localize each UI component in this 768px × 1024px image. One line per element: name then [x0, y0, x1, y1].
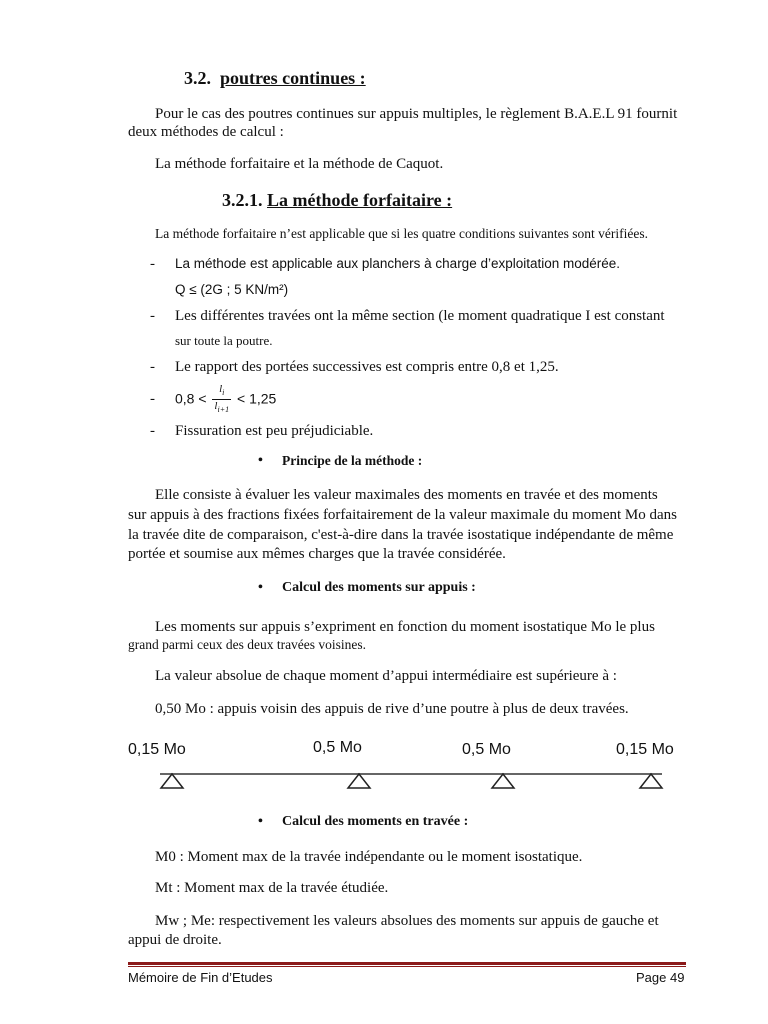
support-icon — [492, 774, 514, 788]
section-title: poutres continues : — [220, 68, 366, 88]
page-number: Page 49 — [636, 970, 685, 985]
condition-3: Le rapport des portées successives est compris entre 0,8 et 1,25. — [175, 359, 559, 375]
list-dash: - — [150, 391, 155, 407]
support-moment-label-4: 0,15 Mo — [616, 741, 674, 758]
support-icon — [348, 774, 370, 788]
condition-1-line-2: Q ≤ (2G ; 5 KN/m²) — [175, 282, 289, 297]
bullet-icon: • — [258, 580, 263, 595]
condition-2-line-2: sur toute la poutre. — [175, 333, 273, 348]
support-moment-label-3: 0,5 Mo — [462, 741, 511, 758]
footer-rule — [128, 962, 686, 965]
section-number: 3.2.1. — [222, 190, 263, 210]
numerator-subscript: i — [222, 388, 225, 398]
intro-line-2: deux méthodes de calcul : — [128, 124, 284, 140]
list-dash: - — [150, 256, 155, 272]
travee-m0: M0 : Moment max de la travée indépendante ou le moment isostatique. — [155, 849, 583, 865]
support-icon — [161, 774, 183, 788]
travee-title: Calcul des moments en travée : — [282, 814, 469, 829]
intro-line-1: Pour le cas des poutres continues sur appuis multiples, le règlement B.A.E.L 91 fournit — [155, 106, 678, 122]
appuis-line-2: grand parmi ceux des deux travées voisines. — [128, 637, 367, 652]
support-icon — [640, 774, 662, 788]
denominator-subscript: i+1 — [217, 405, 230, 415]
list-dash: - — [150, 423, 155, 439]
travee-mw-line-2: appui de droite. — [128, 932, 222, 948]
list-dash: - — [150, 359, 155, 375]
principe-line-4: portée et soumise aux mêmes charges que la travée considérée. — [128, 546, 506, 562]
bullet-icon: • — [258, 453, 263, 468]
condition-2-line-1: Les différentes travées ont la même section (le moment quadratique I est constant — [175, 308, 665, 324]
support-moment-label-1: 0,15 Mo — [128, 741, 186, 758]
fraction-numerator: l — [219, 383, 223, 395]
principe-line-3: la travée dite de comparaison, c'est-à-dire dans la travée isostatique indépendante de même — [128, 527, 674, 543]
section-number: 3.2. — [184, 68, 211, 88]
appuis-line-1: Les moments sur appuis s’expriment en fonction du moment isostatique Mo le plus — [155, 619, 655, 635]
section-title: La méthode forfaitaire : — [267, 190, 453, 210]
methods-line: La méthode forfaitaire et la méthode de Caquot. — [155, 156, 444, 172]
appuis-line-3: La valeur absolue de chaque moment d’appui intermédiaire est supérieure à : — [155, 668, 617, 684]
formula-left: 0,8 < — [175, 390, 207, 407]
support-moment-label-2: 0,5 Mo — [313, 739, 362, 756]
condition-5: Fissuration est peu préjudiciable. — [175, 423, 374, 439]
list-dash: - — [150, 308, 155, 324]
travee-mt: Mt : Moment max de la travée étudiée. — [155, 880, 389, 896]
travee-mw-line-1: Mw ; Me: respectivement les valeurs absolues des moments sur appuis de gauche et — [155, 913, 659, 929]
principe-title: Principe de la méthode : — [282, 453, 423, 468]
appuis-line-4: 0,50 Mo : appuis voisin des appuis de rive d’une poutre à plus de deux travées. — [155, 701, 629, 717]
fraction-denominator: l — [214, 400, 218, 413]
conditions-intro: La méthode forfaitaire n’est applicable que si les quatre conditions suivantes sont vérifiées. — [155, 226, 648, 241]
appuis-title: Calcul des moments sur appuis : — [282, 580, 476, 595]
formula-right: < 1,25 — [237, 390, 277, 407]
footer-title: Mémoire de Fin d’Etudes — [128, 970, 273, 985]
principe-line-1: Elle consiste à évaluer les valeur maximales des moments en travée et des moments — [155, 487, 658, 503]
footer-rule-thin — [128, 966, 686, 967]
condition-1-line-1: La méthode est applicable aux planchers à charge d’exploitation modérée. — [175, 256, 621, 271]
bullet-icon: • — [258, 814, 263, 829]
principe-line-2: sur appuis à des fractions fixées forfaitairement de la valeur maximale du moment Mo dans — [128, 507, 677, 523]
